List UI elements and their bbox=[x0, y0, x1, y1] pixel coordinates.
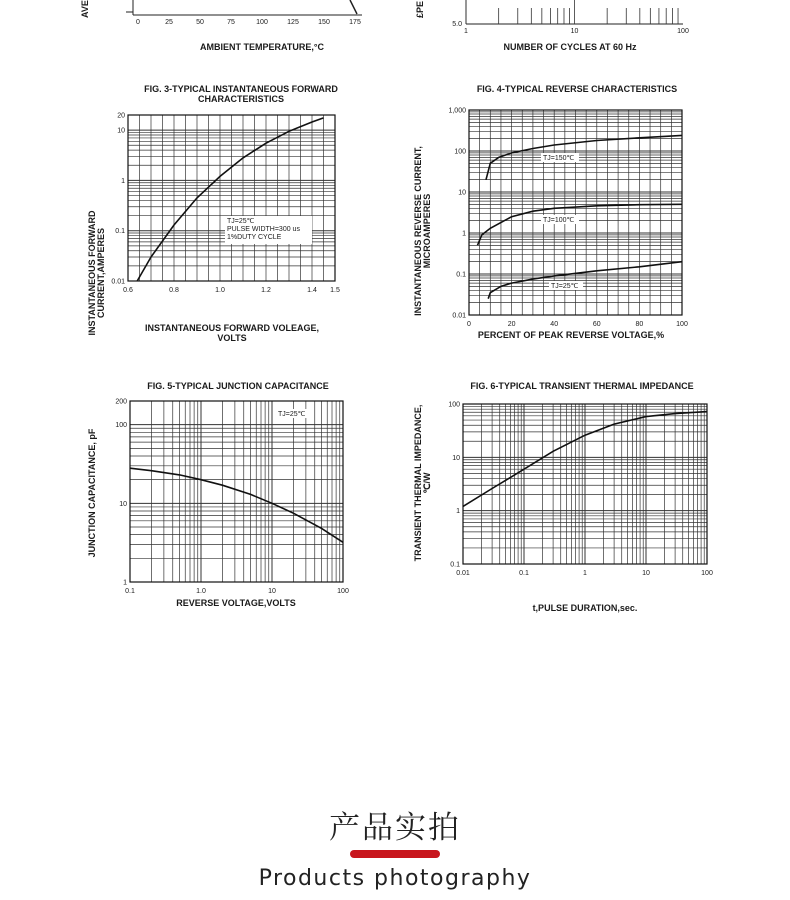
x-tick-label: 75 bbox=[227, 19, 235, 26]
products-photography-header bbox=[0, 800, 790, 900]
y-tick-label: 10 bbox=[119, 500, 127, 508]
fig3-annotation-pulse: PULSE WIDTH=300 us bbox=[227, 226, 300, 233]
x-tick-label: 0.1 bbox=[125, 588, 135, 595]
fig3-xlabel-line2: VOLTS bbox=[217, 333, 247, 343]
y-tick-label: 0.1 bbox=[456, 271, 466, 279]
y-tick-label: 10 bbox=[117, 127, 125, 135]
x-tick-label: 100 bbox=[701, 570, 713, 577]
top-right-xlabel: NUMBER OF CYCLES AT 60 Hz bbox=[503, 42, 637, 52]
x-tick-label: 150 bbox=[318, 19, 330, 26]
x-tick-label: 100 bbox=[676, 321, 688, 328]
fig3-title-line2: CHARACTERISTICS bbox=[197, 94, 285, 104]
fig4-series-label-100: TJ=100℃ bbox=[543, 217, 575, 224]
top-left-ylabel-fragment: AVE bbox=[80, 0, 90, 18]
fig3-ylabel-line2: CURRENT,AMPERES bbox=[96, 227, 106, 319]
y-tick-label: 0.01 bbox=[452, 312, 466, 320]
fig4-series-label-25: TJ=25℃ bbox=[551, 283, 579, 290]
fig4-title: FIG. 4-TYPICAL REVERSE CHARACTERISTICS bbox=[476, 84, 678, 94]
x-tick-label: 20 bbox=[507, 321, 516, 328]
y-tick-label: 1 bbox=[462, 230, 466, 238]
fig5-ylabel: JUNCTION CAPACITANCE, pF bbox=[87, 428, 97, 558]
section-title-en: Products photography bbox=[258, 866, 532, 891]
fig6-ylabel-line1: TRANSIENT THERMAL IMPEDANCE, bbox=[413, 404, 423, 562]
fig4-ylabel-line1: INSTANTANEOUS REVERSE CURRENT, bbox=[413, 146, 423, 316]
x-tick-label: 1.0 bbox=[196, 588, 206, 595]
x-tick-label: 10 bbox=[570, 28, 579, 35]
x-tick-label: 0 bbox=[136, 19, 140, 26]
fig3-ylabel-line1: INSTANTANEOUS FORWARD bbox=[87, 210, 97, 336]
top-right-ytick: 5.0 bbox=[452, 21, 462, 28]
fig3-annotation-tj: TJ=25℃ bbox=[227, 218, 255, 225]
top-partial-charts bbox=[0, 0, 790, 60]
x-tick-label: 10 bbox=[268, 588, 276, 595]
x-tick-label: 40 bbox=[550, 321, 559, 328]
x-tick-label: 0.1 bbox=[519, 570, 529, 577]
x-tick-label: 1 bbox=[583, 570, 587, 577]
y-tick-label: 0.1 bbox=[450, 561, 460, 569]
x-tick-label: 0.8 bbox=[169, 287, 179, 294]
fig6-xlabel: t,PULSE DURATION,sec. bbox=[532, 603, 638, 613]
fig3-curve bbox=[137, 118, 323, 281]
x-tick-label: 1.0 bbox=[215, 287, 225, 294]
x-tick-label: 25 bbox=[165, 19, 173, 26]
y-tick-label: 100 bbox=[454, 148, 466, 156]
y-tick-label: 1 bbox=[123, 579, 127, 587]
top-left-xlabel: AMBIENT TEMPERATURE,°C bbox=[200, 42, 324, 52]
y-tick-label: 10 bbox=[452, 454, 460, 462]
y-tick-label: 10 bbox=[458, 189, 466, 197]
y-tick-label: 20 bbox=[117, 112, 125, 120]
x-tick-label: 0.6 bbox=[123, 287, 133, 294]
y-tick-label: 100 bbox=[115, 422, 127, 430]
x-tick-label: 125 bbox=[287, 19, 299, 26]
x-tick-label: 1.5 bbox=[330, 287, 340, 294]
fig6-chart bbox=[395, 372, 790, 622]
y-tick-label: 100 bbox=[448, 401, 460, 409]
x-tick-label: 1.4 bbox=[307, 287, 317, 294]
x-tick-label: 1 bbox=[464, 28, 468, 35]
y-tick-label: 0.1 bbox=[115, 228, 125, 236]
top-right-ylabel-fragment: £PE bbox=[415, 0, 425, 18]
fig5-xlabel: REVERSE VOLTAGE,VOLTS bbox=[176, 598, 296, 608]
fig3-chart bbox=[0, 75, 395, 365]
fig3-xlabel-line1: INSTANTANEOUS FORWARD VOLEAGE, bbox=[144, 323, 320, 333]
fig3-title-line1: FIG. 3-TYPICAL INSTANTANEOUS FORWARD bbox=[144, 84, 338, 94]
fig5-annotation: TJ=25℃ bbox=[278, 411, 306, 418]
x-tick-label: 1.2 bbox=[261, 287, 271, 294]
x-tick-label: 100 bbox=[337, 588, 349, 595]
x-tick-label: 50 bbox=[196, 19, 204, 26]
y-tick-label: 0.01 bbox=[111, 278, 125, 286]
fig6-ylabel-line2: ℃/W bbox=[422, 472, 432, 494]
x-tick-label: 0.01 bbox=[456, 570, 470, 577]
y-tick-label: 1,000 bbox=[448, 107, 466, 115]
y-tick-label: 1 bbox=[456, 508, 460, 516]
x-tick-label: 60 bbox=[592, 321, 601, 328]
section-title-cn: 产品实拍 bbox=[329, 810, 461, 846]
fig5-chart bbox=[0, 372, 395, 622]
fig4-series-label-150: TJ=150℃ bbox=[543, 155, 575, 162]
x-tick-label: 10 bbox=[642, 570, 650, 577]
accent-bar bbox=[350, 850, 440, 858]
fig4-xlabel: PERCENT OF PEAK REVERSE VOLTAGE,% bbox=[477, 330, 665, 340]
y-tick-label: 1 bbox=[121, 177, 125, 185]
fig6-title: FIG. 6-TYPICAL TRANSIENT THERMAL IMPEDANCE bbox=[470, 381, 694, 391]
y-tick-label: 200 bbox=[115, 398, 127, 406]
fig4-chart bbox=[395, 75, 790, 365]
fig4-ylabel-line2: MICROAMPERES bbox=[422, 193, 432, 269]
fig3-annotation-duty: 1%DUTY CYCLE bbox=[227, 234, 282, 241]
x-tick-label: 80 bbox=[635, 321, 644, 328]
x-tick-label: 175 bbox=[349, 19, 361, 26]
x-tick-label: 0 bbox=[467, 321, 471, 328]
fig5-title: FIG. 5-TYPICAL JUNCTION CAPACITANCE bbox=[147, 381, 329, 391]
x-tick-label: 100 bbox=[677, 28, 689, 35]
x-tick-label: 100 bbox=[256, 19, 268, 26]
